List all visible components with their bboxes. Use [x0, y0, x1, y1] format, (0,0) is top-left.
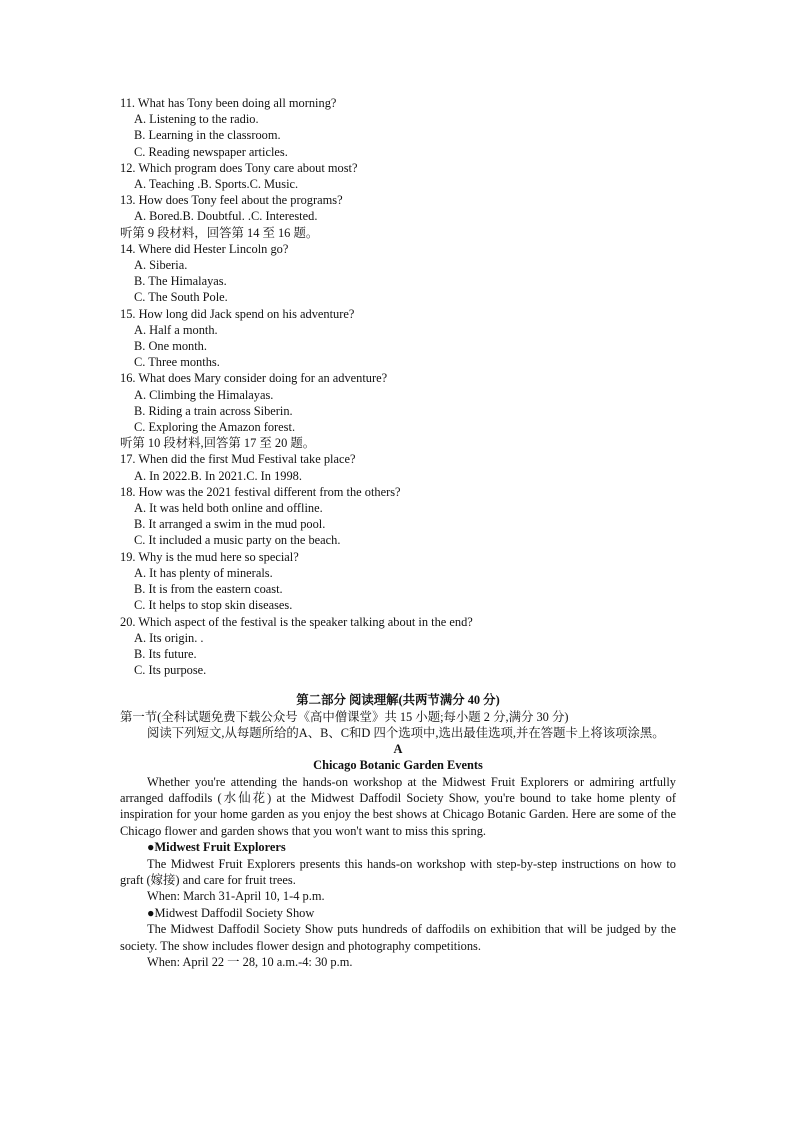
answer-option: A. Siberia.: [134, 258, 188, 273]
question-stem: 14. Where did Hester Lincoln go?: [120, 241, 289, 256]
event-when: When: March 31-April 10, 1-4 p.m.: [147, 889, 325, 904]
event-description: The Midwest Daffodil Society Show puts hundreds of daffodils on exhibition that will be judged by the society. The show includes flower design and photography competitions.: [120, 922, 676, 953]
question-stem: 15. How long did Jack spend on his adventure?: [120, 306, 355, 321]
answer-option: A. Half a month.: [134, 322, 218, 337]
answer-option: B. Riding a train across Siberin.: [134, 403, 293, 418]
answer-option: B. The Himalayas.: [134, 274, 227, 289]
answer-option: C. It included a music party on the beach.: [134, 533, 341, 548]
answer-option: A. It has plenty of minerals.: [134, 565, 273, 580]
event-when: When: April 22 一 28, 10 a.m.-4: 30 p.m.: [147, 955, 353, 969]
question-stem: 19. Why is the mud here so special?: [120, 549, 299, 564]
listening-section-header: 听第 9 段材料，回答第 14 至 16 题。: [120, 225, 319, 240]
answer-option: B. It is from the eastern coast.: [134, 582, 283, 597]
answer-option: C. The South Pole.: [134, 290, 228, 305]
answer-option: B. One month.: [134, 339, 207, 354]
passage-intro: Whether you're attending the hands-on workshop at the Midwest Fruit Explorers or admiring artfully arranged daffodils (水仙花) at the Midwest Daffodil Society Show, you're bound to take home plenty of inspiration for your home garden as you enjoy the best shows at Chicago Botanic Garden. Here are some of the Chicago flower and garden shows that you won't want to miss this spring.: [120, 774, 676, 838]
answer-option: C. It helps to stop skin diseases.: [134, 598, 293, 613]
answer-option: A. Listening to the radio.: [134, 112, 259, 127]
question-stem: 16. What does Mary consider doing for an adventure?: [120, 371, 388, 386]
question-stem: 13. How does Tony feel about the programs?: [120, 193, 343, 208]
answer-option: A. Climbing the Himalayas.: [134, 387, 274, 402]
event-title: ●Midwest Fruit Explorers: [147, 840, 286, 855]
event-description: The Midwest Fruit Explorers presents this hands-on workshop with step-by-step instructions on how to graft (嫁接) and care for fruit trees.: [120, 856, 676, 887]
answer-option: A. Teaching .B. Sports.C. Music.: [134, 177, 299, 192]
answer-option: C. Its purpose.: [134, 663, 207, 678]
answer-option: A. It was held both online and offline.: [134, 501, 323, 516]
answer-option: C. Three months.: [134, 355, 220, 370]
question-stem: 12. Which program does Tony care about most?: [120, 160, 358, 175]
answer-option: B. Its future.: [134, 646, 197, 661]
event-title: ●Midwest Daffodil Society Show: [147, 905, 315, 920]
answer-option: C. Exploring the Amazon forest.: [134, 420, 296, 435]
listening-questions: [120, 95, 676, 678]
question-stem: 11. What has Tony been doing all morning?: [120, 96, 337, 110]
answer-option: B. Learning in the classroom.: [134, 128, 281, 143]
section-heading: 第一节(全科试题免费下载公众号《高中僧课堂》共 15 小题;每小题 2 分,满分 30 分): [120, 709, 569, 724]
answer-option: C. Reading newspaper articles.: [134, 144, 288, 159]
answer-option: A. Its origin. .: [134, 630, 204, 645]
answer-option: B. It arranged a swim in the mud pool.: [134, 517, 326, 532]
question-stem: 18. How was the 2021 festival different from the others?: [120, 484, 401, 499]
question-stem: 20. Which aspect of the festival is the speaker talking about in the end?: [120, 614, 473, 629]
document-page: [120, 95, 676, 970]
listening-section-header: 听第 10 段材料,回答第 17 至 20 题。: [120, 436, 316, 451]
instructions: 阅读下列短文,从每题所给的A、B、C和D 四个选项中,选出最佳选项,并在答题卡上将该项涂黑。: [147, 725, 665, 740]
question-stem: 17. When did the first Mud Festival take place?: [120, 452, 356, 467]
part-title: 第二部分 阅读理解(共两节满分 40 分): [296, 693, 500, 708]
passage-title: Chicago Botanic Garden Events: [313, 758, 483, 773]
answer-option: A. Bored.B. Doubtful. .C. Interested.: [134, 209, 318, 224]
passage-letter: A: [393, 742, 403, 757]
answer-option: A. In 2022.B. In 2021.C. In 1998.: [134, 468, 302, 483]
